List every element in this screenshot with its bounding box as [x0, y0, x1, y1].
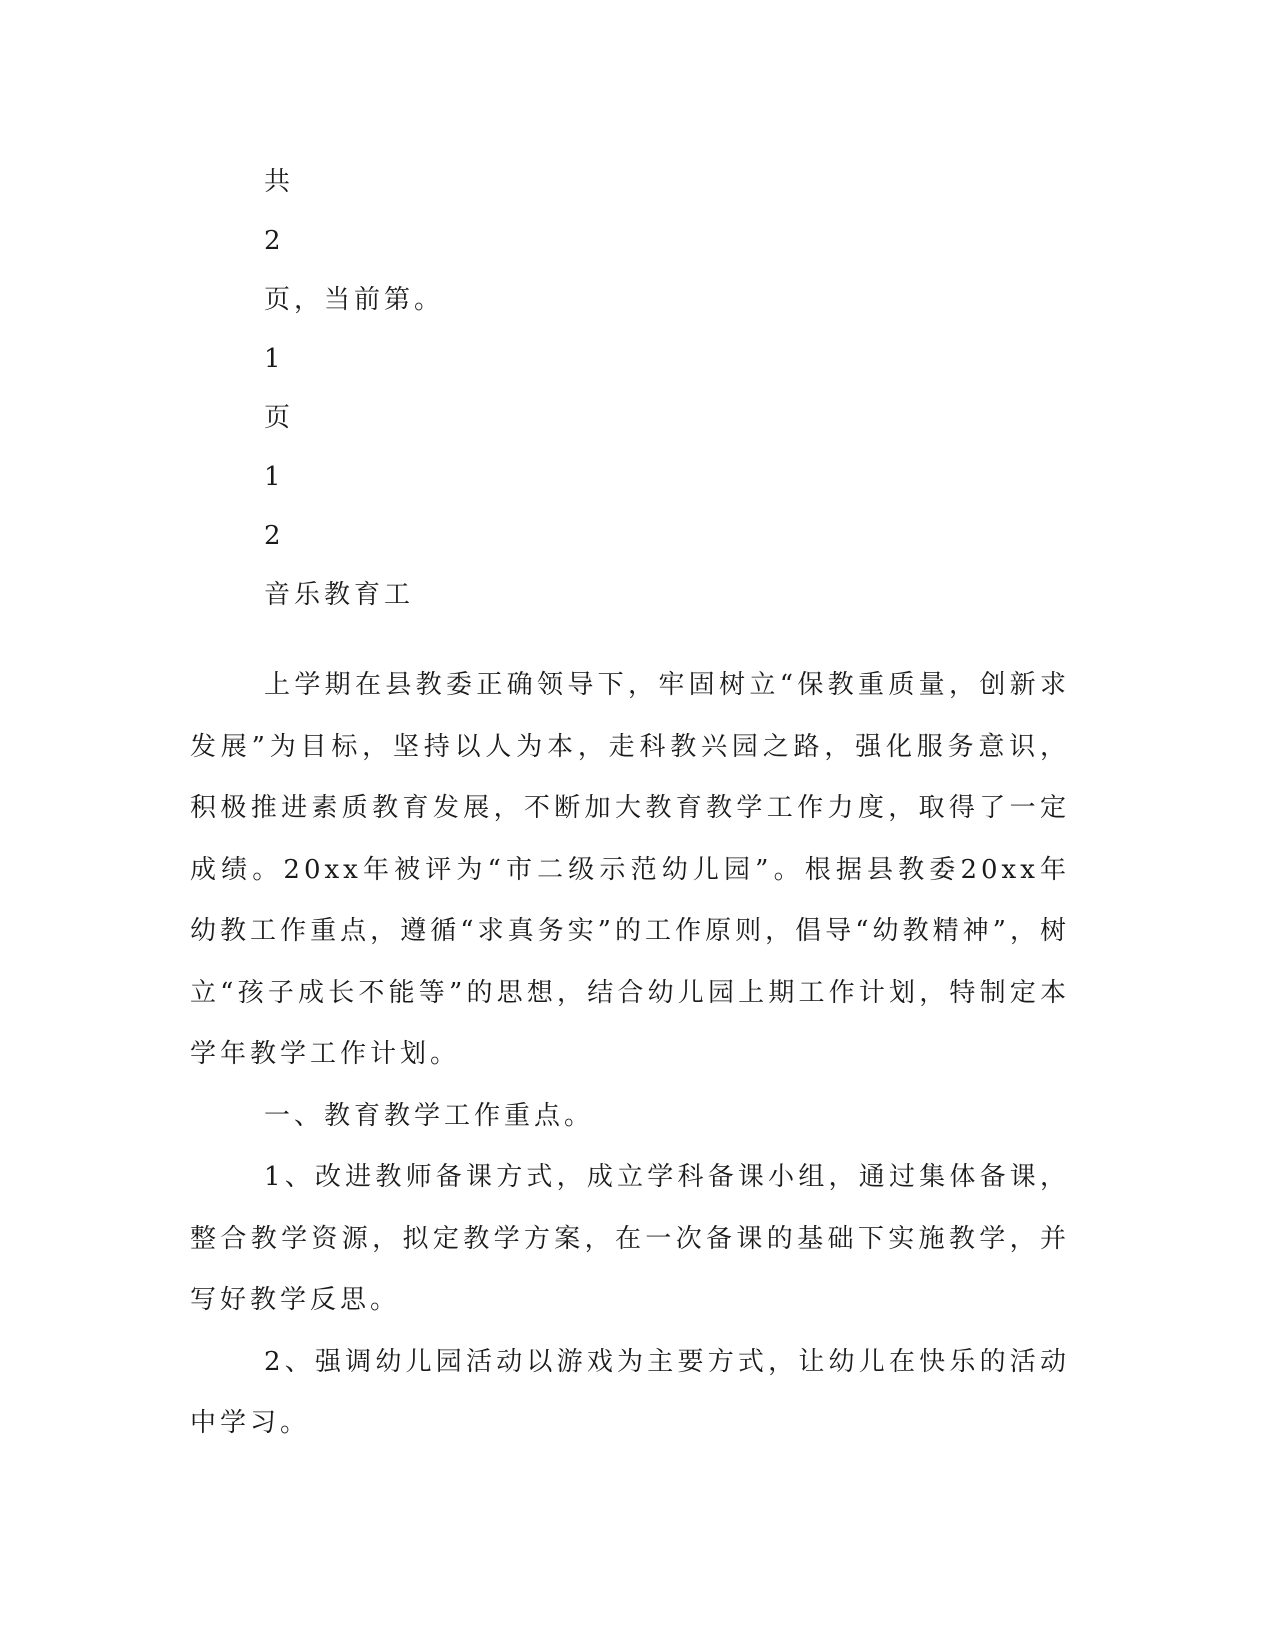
header-line-6: 1 [264, 462, 285, 492]
header-line-2: 2 [264, 226, 285, 256]
paragraph-heading-1: 一、教育教学工作重点。 [264, 1100, 595, 1131]
header-line-4: 1 [264, 344, 285, 374]
paragraph-item-1: 1、改进教师备课方式，成立学科备课小组，通过集体备课，整合教学资源，拟定教学方案，在一次备课的基础下实施教学，并写好教学反思。 [190, 1162, 1070, 1315]
body-text [190, 655, 1070, 1455]
header-line-1: 共 [264, 167, 295, 197]
section-title: 音乐教育工 [264, 580, 415, 610]
paragraph-item-2: 2、强调幼儿园活动以游戏为主要方式，让幼儿在快乐的活动中学习。 [190, 1346, 1070, 1438]
header-line-3: 页，当前第。 [264, 285, 445, 315]
paragraph-intro: 上学期在县教委正确领导下，牢固树立“保教重质量，创新求发展”为目标，坚持以人为本，走科教兴园之路，强化服务意识，积极推进素质教育发展，不断加大教育教学工作力度，取得了一定成绩。20xx年被评为“市二级示范幼儿园”。根据县教委20xx年幼教工作重点，遵循“求真务实”的工作原则，倡导“幼教精神”，树立“孩子成长不能等”的思想，结合幼儿园上期工作计划，特制定本学年教学工作计划。 [190, 670, 1070, 1069]
header-line-7: 2 [264, 521, 285, 551]
header-line-5: 页 [264, 403, 295, 433]
